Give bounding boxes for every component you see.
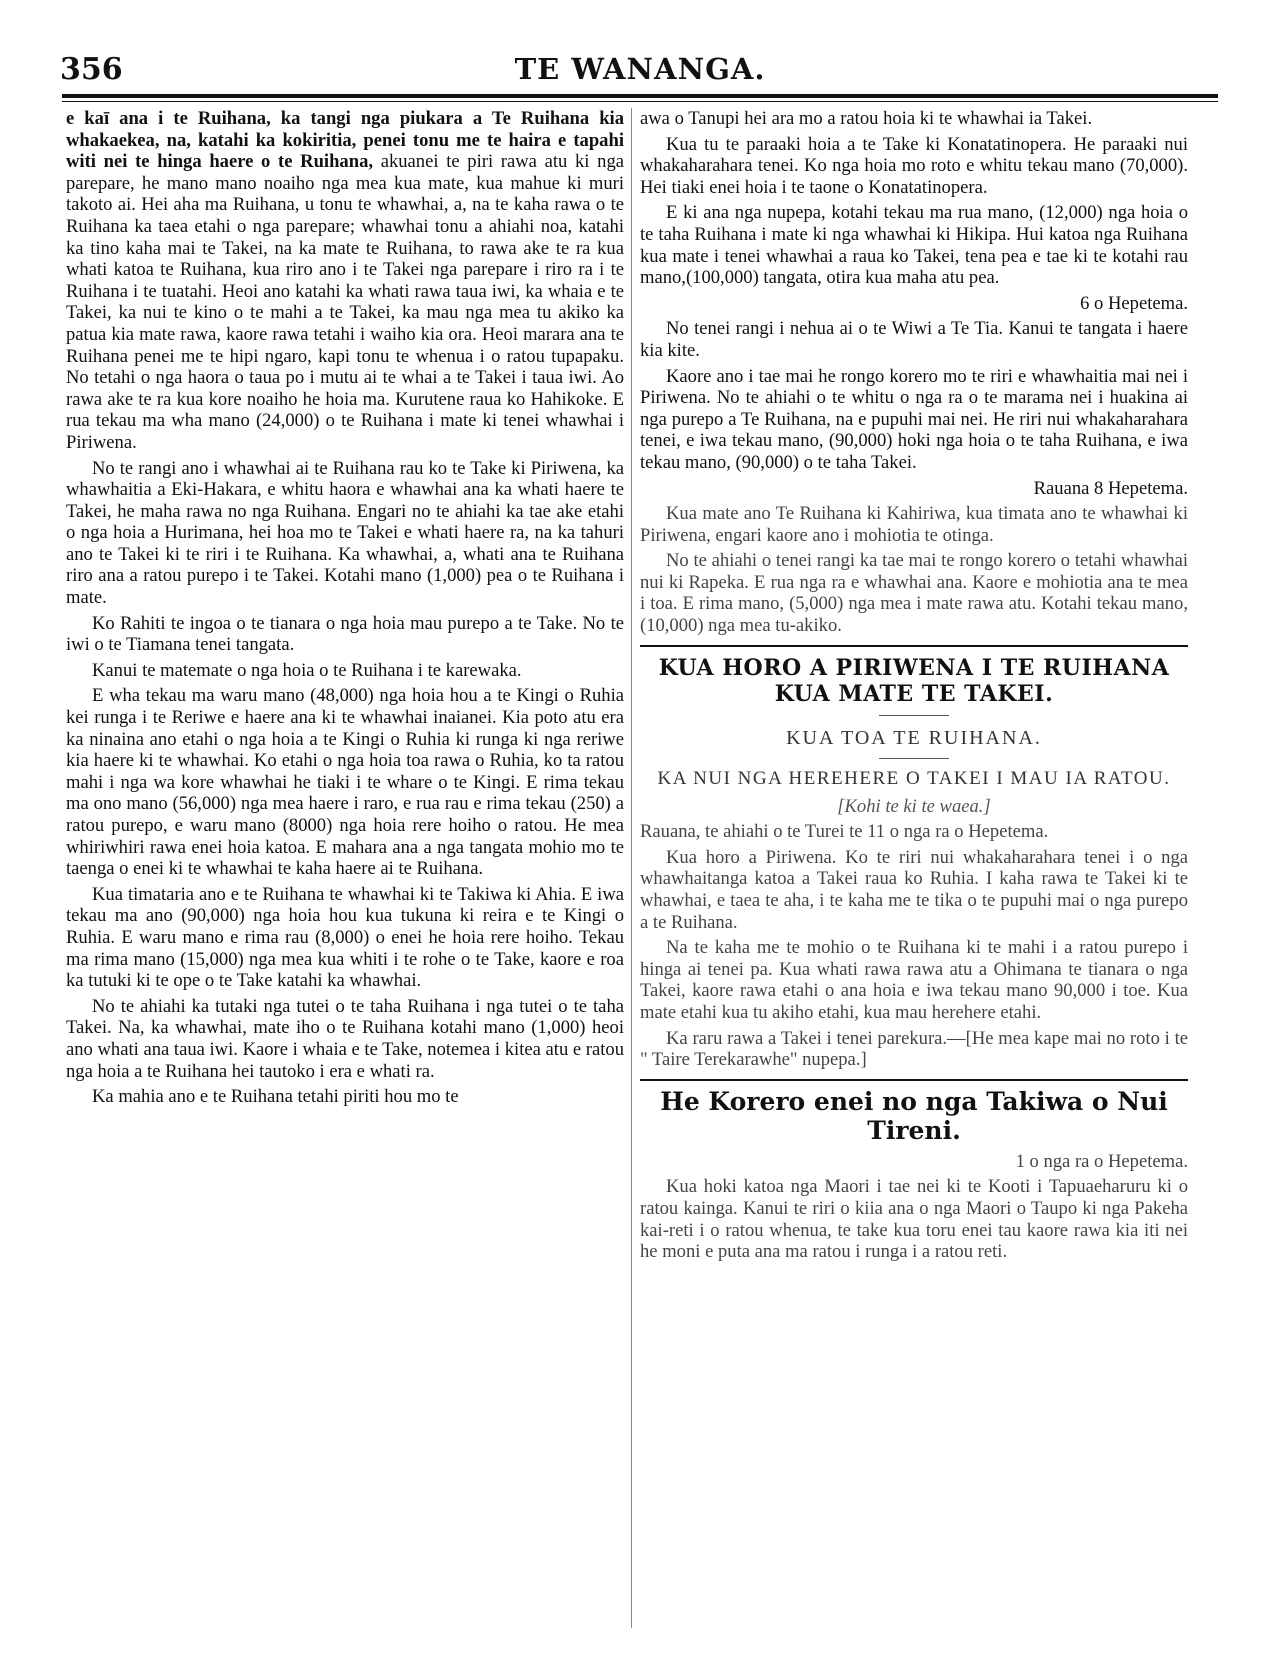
left-column xyxy=(66,108,624,1112)
telegraph-byline: [Kohi te ki te waea.] xyxy=(837,795,991,817)
dateline-1-hepetema: 1 o nga ra o Hepetema. xyxy=(1015,1150,1188,1172)
right-paragraph-10: Ka raru rawa a Takei i tenei parekura.—[He mea kape mai no roto i te " Taire Terekarawhe" nupepa.] xyxy=(640,1027,1188,1071)
right-column xyxy=(640,108,1188,1267)
headline-rule xyxy=(879,715,949,716)
header-rule xyxy=(62,94,1218,98)
page-number: 356 xyxy=(60,52,123,87)
right-paragraph-11: Kua hoki katoa nga Maori i tae nei ki te Kooti i Tapuaeharuru ki o ratou kainga. Kanui te riri o kiia ana o nga Maori o Taupo ki nga Pakeha kai-reti i o ratou whenua, te take kua toru enei tau kaore rawa kia iti nei he moni e puta ana ma ratou i runga i a ratou reti. xyxy=(640,1176,1188,1263)
left-paragraph-2: No te rangi ano i whawhai ai te Ruihana rau ko te Take ki Piriwena, ka whawhaitia a Eki-Hakara, e whitu haora e whawhai ana ka whati haere te Takei, he maha rawa no nga Ruihana. Engari no te ahiahi ka tae ake etahi o nga hoia a Hurimana, hei hoa mo te Takei e whati haere ra, na ka tahuri ano te Takei ki te riri i te Ruihana. Ka whawhai, a, whati ana te Ruihana riro ana a ratou purepo i te Takei. Kotahi mano (1,000) pea o te Ruihana i mate. xyxy=(66,457,624,609)
left-paragraph-8: Ka mahia ano e te Ruihana tetahi piriti hou mo te xyxy=(92,1086,459,1108)
headline-korero-takiwa: He Korero enei no nga Takiwa o Nui Tireni. xyxy=(660,1086,1168,1145)
right-paragraph-2: Kua tu te paraaki hoia a te Take ki Konatatinopera. He paraaki nui whakaharahara tenei. Ko nga hoia mo roto e whitu tekau mano (70,000). Hei tiaki enei hoia i te taone o Konatatinopera. xyxy=(640,133,1188,198)
subheadline-rule xyxy=(879,758,949,759)
right-paragraph-4: No tenei rangi i nehua ai o te Wiwi a Te Tia. Kanui te tangata i haere kia kite. xyxy=(640,318,1188,361)
left-paragraph-3: Ko Rahiti te ingoa o te tianara o nga hoia mau purepo a te Take. No te iwi o te Tiamana tenei tangata. xyxy=(66,612,624,656)
headline-piriwena: KUA HORO A PIRIWENA I TE RUIHANA KUA MATE TE TAKEI. xyxy=(658,654,1170,707)
dateline-rauana-11: Rauana, te ahiahi o te Turei te 11 o nga ra o Hepetema. xyxy=(640,821,1049,843)
dateline-6-hepetema: 6 o Hepetema. xyxy=(1080,292,1188,314)
left-paragraph-1-bold: e kaī ana i te Ruihana, ka tangi nga piukara a Te Ruihana kia whakaekea, na, katahi ka kokiritia, penei tonu me te haira e tapahi witi nei te hinga haere o te Ruihana, xyxy=(66,108,624,173)
section-rule-2 xyxy=(640,1079,1188,1081)
header-rule-thin xyxy=(62,101,1218,102)
left-paragraph-1 xyxy=(66,108,624,454)
right-paragraph-6: Kua mate ano Te Ruihana ki Kahiriwa, kua timata ano te whawhai ki Piriwena, engari kaore ano i mohiotia te otinga. xyxy=(640,503,1188,546)
left-paragraph-5: E wha tekau ma waru mano (48,000) nga hoia hou a te Kingi o Ruhia kei runga i te Reriwe e haere ana ki te whawhai inaianei. Kia poto atu era ka ninaina ano etahi o nga hoia a te Kingi o Ruhia ki runga ki nga reriwe kia haere ki te whawhai. Ko etahi o nga hoia toa rawa o Ruhia, ko ta ratou mahi i nga wa kore whawhai he tiaki i te whare o te Kingi. E rima tekau ma ono mano (56,000) nga mea haere i raro, e rua rau e rima tekau (250) a ratou purepo, e waru mano (8000) nga hoia rere hoiho o ratou. He mea whiriwhiri rawa enei hoia katoa. E mahara ana a nga tangata mohio mo te taenga o enei ki te whawhai te kaha haere ai te Ruihana. xyxy=(66,685,624,880)
right-paragraph-8: Kua horo a Piriwena. Ko te riri nui whakaharahara tenei i o nga whawhaitanga katoa a Takei raua ko Ruhia. I kaha rawa te Takei ki te whawhai, e taea te aha, i te kaha me te tika o te pupuhi mai o nga purepo a te Ruihana. xyxy=(640,846,1188,933)
subheadline-herehere: KA NUI NGA HEREHERE O TAKEI I MAU IA RATOU. xyxy=(657,767,1171,789)
section-rule xyxy=(640,645,1188,647)
subheadline-toa: KUA TOA TE RUIHANA. xyxy=(786,726,1042,749)
left-paragraph-6: Kua timataria ano e te Ruihana te whawhai ki te Takiwa ki Ahia. E iwa tekau ma ano (90,000) nga hoia hou kua tukuna ki reira e te Kingi o Ruhia. E waru mano e rima rau (8,000) o enei he hoia rere hoiho. Tekau ma rima mano (15,000) nga mea kua whiti i te rohe o te Take, kaore e roa ka tutuki ki te ope o te Take katahi ka whawhai. xyxy=(66,883,624,992)
right-paragraph-3: E ki ana nga nupepa, kotahi tekau ma rua mano, (12,000) nga hoia o te taha Ruihana i mate ki nga whawhai ki Hikipa. Hui katoa nga Ruihana kua mate i tenei whawhai a raua ko Takei, tena pea e tae ki te kotahi rau mano,(100,000) tangata, otira kua maha atu pea. xyxy=(640,202,1188,289)
left-paragraph-4: Kanui te matemate o nga hoia o te Ruihana i te karewaka. xyxy=(92,659,522,681)
right-paragraph-7: No te ahiahi o tenei rangi ka tae mai te rongo korero o tetahi whawhai nui ki Rapeka. E rua nga ra e whawhai ana. Kaore e mohiotia ana te mea i toa. E rima mano, (5,000) nga mea i mate rawa atu. Kotahi tekau mano, (10,000) nga mea tu-akiko. xyxy=(640,550,1188,637)
right-paragraph-5: Kaore ano i tae mai he rongo korero mo te riri e whawhaitia mai nei i Piriwena. No te ahiahi o te whitu o nga ra o te marama nei i huakina ai nga purepo a Te Ruihana, na e pupuhi mai nei. He riri nui whakaharahara tenei, e iwa tekau mano, (90,000) hoki nga hoia o te taha Ruihana, e iwa tekau mano, (90,000) o te taha Takei. xyxy=(640,365,1188,473)
masthead-title: TE WANANGA. xyxy=(514,52,766,86)
left-paragraph-7: No te ahiahi ka tutaki nga tutei o te taha Ruihana i nga tutei o te taha Takei. Na, ka whawhai, mate iho o te Ruihana kotahi mano (1,000) heoi ano whati ana taua iwi. Kaore i whaia e te Take, notemea i kitea atu e ratou nga hoia a te Ruihana hei tautoko i era e whati ra. xyxy=(66,995,624,1082)
right-paragraph-9: Na te kaha me te mohio o te Ruihana ki te mahi i a ratou purepo i hinga ai tenei pa. Kua whati rawa rawa atu a Ohimana te tianara o nga Takei, kaore rawa etahi o ana hoia e iwa tekau mano 90,000 i toe. Kua mate etahi kua tu akiho etahi, kua mau herehere etahi. xyxy=(640,937,1188,1023)
right-paragraph-1: awa o Tanupi hei ara mo a ratou hoia ki te whawhai ia Takei. xyxy=(640,108,1093,129)
dateline-rauana-8: Rauana 8 Hepetema. xyxy=(1033,477,1188,499)
left-paragraph-1-rest: akuanei te piri rawa atu ki nga parepare, he mano mano noaiho nga mea kua mate, kua mahue ki muri takoto ai. Hei aha ma Ruihana, u tonu te whawhai, a, na te kaha rawa o te Ruihana ka taea etahi o nga parepare; whawhai tonu a ahiahi noa, katahi ka tino kaha mai te Takei, na ka mate te Ruihana, to rawa ake te ra kua whati katoa te Ruihana, kua riro ano i te Takei nga parepare i riro ra i te Ruihana i te tuatahi. Heoi ano katahi ka whati rawa taua iwi, ka whaia e te Takei, ka nui te kino o te mahi a te Takei, ka mau nga mea tu akiko ka patua kia mate rawa, kaore rawa tetahi i waiho kia ora. Heoi marara ana te Ruihana penei me te hipi ngaro, kapi tonu te whenua i o ratou tupapaku. No tetahi o nga haora o taua po i mutu ai te whai a te Takei i taua iwi. Ao rawa ake te ra kua kore noaiho he hoia ma. Kurutene raua ko Hahikoke. E rua tekau ma wha mano (24,000) o te Ruihana i mate ki tenei whawhai i Piriwena. xyxy=(66,151,624,453)
column-divider xyxy=(631,108,632,1628)
